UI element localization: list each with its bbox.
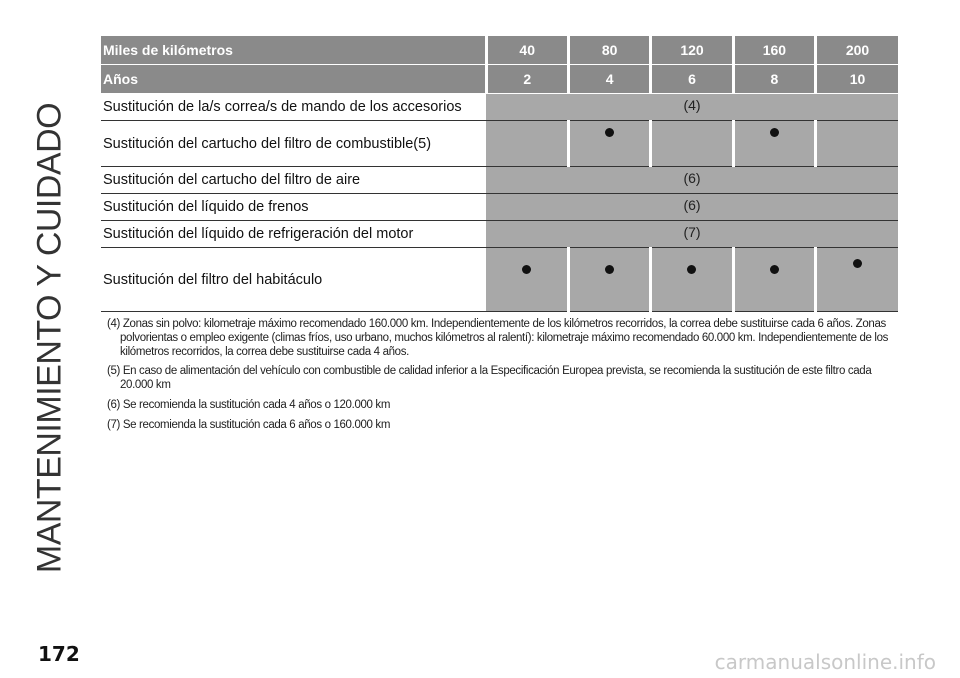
row-note-ref: (6) (486, 167, 898, 194)
header-km-value: 120 (651, 36, 733, 65)
table-row (101, 167, 898, 194)
schedule-cell (568, 121, 650, 167)
table-row (101, 248, 898, 312)
bullet-icon (853, 259, 862, 268)
header-years-value: 4 (568, 65, 650, 94)
table-row (101, 94, 898, 121)
header-years-value: 2 (486, 65, 568, 94)
row-label: Sustitución del líquido de refrigeración del motor (101, 221, 486, 248)
bullet-icon (770, 265, 779, 274)
schedule-cell (486, 121, 568, 167)
row-label: Sustitución del líquido de frenos (101, 194, 486, 221)
row-note-ref: (4) (486, 94, 898, 121)
bullet-icon (770, 128, 779, 137)
row-label: Sustitución de la/s correa/s de mando de los accesorios (101, 94, 486, 121)
header-years-value: 10 (816, 65, 898, 94)
header-km-value: 160 (733, 36, 815, 65)
schedule-cell (816, 121, 898, 167)
bullet-icon (522, 265, 531, 274)
header-years-value: 6 (651, 65, 733, 94)
row-label: Sustitución del cartucho del filtro de aire (101, 167, 486, 194)
row-note-ref: (6) (486, 194, 898, 221)
header-years-value: 8 (733, 65, 815, 94)
schedule-cell (486, 248, 568, 312)
bullet-icon (605, 265, 614, 274)
header-row-km (101, 36, 898, 65)
row-label: Sustitución del cartucho del filtro de combustible(5) (101, 121, 486, 167)
table-row (101, 221, 898, 248)
header-km-value: 40 (486, 36, 568, 65)
schedule-cell (733, 121, 815, 167)
bullet-icon (687, 265, 696, 274)
header-years-label: Años (101, 65, 486, 94)
section-title: MANTENIMIENTO Y CUIDADO (30, 102, 69, 574)
header-km-value: 200 (816, 36, 898, 65)
schedule-cell (568, 248, 650, 312)
schedule-cell (733, 248, 815, 312)
watermark: carmanualsonline.info (714, 650, 936, 674)
footnote-6: (6) Se recomienda la sustitución cada 4 años o 120.000 km (107, 398, 391, 411)
row-label: Sustitución del filtro del habitáculo (101, 248, 486, 312)
table-row (101, 121, 898, 167)
bullet-icon (605, 128, 614, 137)
schedule-cell (816, 248, 898, 312)
row-note-ref: (7) (486, 221, 898, 248)
table-row (101, 194, 898, 221)
schedule-cell (651, 248, 733, 312)
footnote-4: (4) Zonas sin polvo: kilometraje máximo recomendado 160.000 km. Independientemente de los kilómetros recorridos, la correa debe sustituirse cada 6 años. Zonas polvorientas o empleo exigente (climas fríos, uso urbano, muchos kilómetros al ralentí): kilometraje máximo recomendado 60.000 km. Independientemente de los kilómetros recorridos, la correa debe sustituirse cada 4 años. (107, 318, 889, 358)
schedule-cell (651, 121, 733, 167)
footnote-5: (5) En caso de alimentación del vehículo con combustible de calidad inferior a la Especificación Europea prevista, se recomienda la sustitución de este filtro cada 20.000 km (107, 365, 872, 392)
header-row-years (101, 65, 898, 94)
footnotes (107, 318, 897, 439)
header-km-value: 80 (568, 36, 650, 65)
header-km-label: Miles de kilómetros (101, 36, 486, 65)
page-number: 172 (38, 642, 80, 666)
maintenance-table (101, 36, 898, 312)
footnote-7: (7) Se recomienda la sustitución cada 6 años o 160.000 km (107, 418, 391, 431)
